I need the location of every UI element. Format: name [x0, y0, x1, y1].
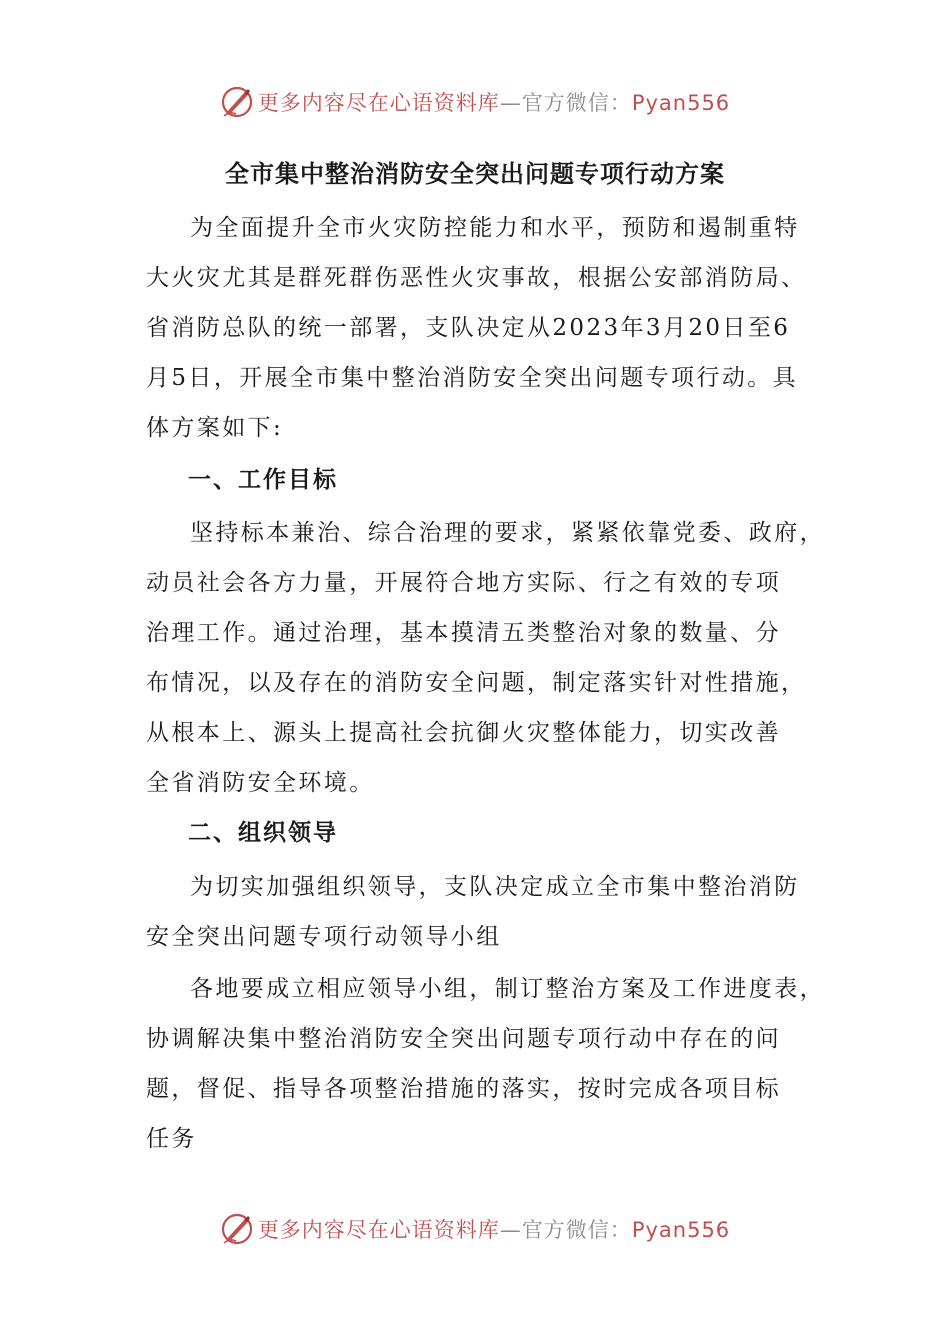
leadership-paragraph-1	[146, 862, 816, 962]
paragraph-line: 月5日，开展全市集中整治消防安全突出问题专项行动。具	[146, 365, 799, 391]
paragraph-line: 为全面提升全市火灾防控能力和水平，预防和遏制重特	[190, 215, 800, 241]
paragraph-line: 布情况，以及存在的消防安全问题，制定落实针对性措施，	[146, 670, 807, 696]
watermark-wechat-label: —官方微信：	[499, 1218, 632, 1242]
paragraph-line: 大火灾尤其是群死群伤恶性火灾事故，根据公安部消防局、	[146, 265, 807, 291]
paragraph-line: 全省消防安全环境。	[146, 770, 375, 796]
paragraph-line: 从根本上、源头上提高社会抗御火灾整体能力，切实改善	[146, 720, 781, 746]
paragraph-line: 题，督促、指导各项整治措施的落实，按时完成各项目标	[146, 1076, 781, 1102]
section-heading-leadership: 二、组织领导	[188, 819, 338, 846]
paragraph-line: 各地要成立相应领导小组，制订整治方案及工作进度表，	[190, 976, 825, 1002]
goals-paragraph	[146, 508, 825, 808]
paragraph-line: 任务	[146, 1126, 197, 1152]
paragraph-line: 体方案如下:	[146, 415, 284, 441]
section-heading-goals: 一、工作目标	[188, 466, 338, 493]
paragraph-line: 为切实加强组织领导，支队决定成立全市集中整治消防	[190, 874, 800, 900]
watermark-banner-top	[0, 82, 950, 122]
paragraph-line: 安全突出问题专项行动领导小组	[146, 924, 502, 950]
pen-logo-icon	[220, 85, 254, 119]
pen-logo-icon	[220, 1212, 254, 1246]
watermark-banner-bottom	[0, 1209, 950, 1249]
paragraph-line: 动员社会各方力量，开展符合地方实际、行之有效的专项	[146, 570, 781, 596]
watermark-text: 更多内容尽在心语资料库	[257, 91, 500, 115]
watermark-text: 更多内容尽在心语资料库	[257, 1218, 500, 1242]
document-title: 全市集中整治消防安全突出问题专项行动方案	[225, 159, 725, 188]
watermark-wechat-id: Pyan556	[631, 91, 731, 115]
watermark-wechat-id: Pyan556	[631, 1218, 731, 1242]
leadership-paragraph-2	[146, 964, 825, 1164]
intro-paragraph	[146, 203, 816, 453]
paragraph-line: 坚持标本兼治、综合治理的要求，紧紧依靠党委、政府，	[190, 520, 825, 546]
paragraph-line: 治理工作。通过治理，基本摸清五类整治对象的数量、分	[146, 620, 781, 646]
paragraph-line: 省消防总队的统一部署，支队决定从2023年3月20日至6	[146, 315, 791, 341]
paragraph-line: 协调解决集中整治消防安全突出问题专项行动中存在的问	[146, 1026, 781, 1052]
watermark-wechat-label: —官方微信：	[499, 91, 632, 115]
